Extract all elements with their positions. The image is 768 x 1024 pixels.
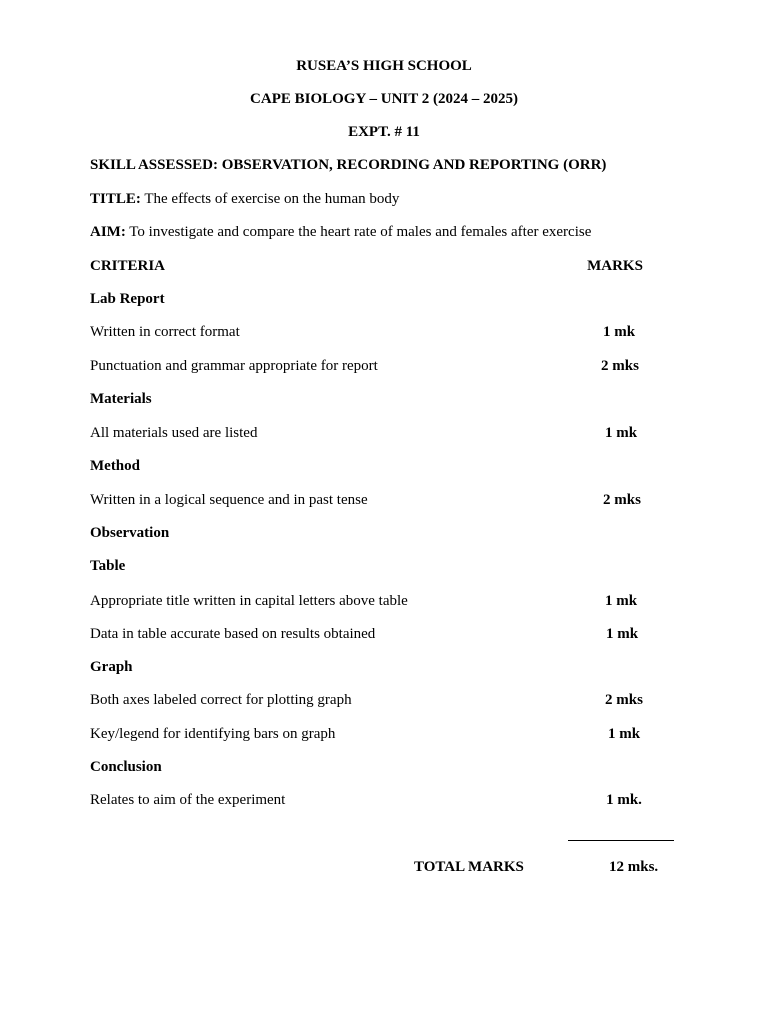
criterion-text: Data in table accurate based on results obtained xyxy=(90,626,376,642)
section-heading: Lab Report xyxy=(90,291,165,307)
criterion-mark: 1 mk xyxy=(604,425,638,441)
section-heading: Materials xyxy=(90,391,152,407)
criteria-column-header: CRITERIA xyxy=(90,258,166,274)
criterion-text: Written in correct format xyxy=(90,324,240,340)
section-heading: Graph xyxy=(90,659,133,675)
title-label: TITLE: xyxy=(90,191,141,207)
aim-text: To investigate and compare the heart rate of males and females after exercise xyxy=(125,224,592,240)
criterion-text: Both axes labeled correct for plotting graph xyxy=(90,692,352,708)
criterion-mark: 1 mk xyxy=(605,626,639,642)
course-title: CAPE BIOLOGY – UNIT 2 (2024 – 2025) xyxy=(250,91,518,107)
title-text: The effects of exercise on the human body xyxy=(140,191,400,207)
criterion-text: All materials used are listed xyxy=(90,425,258,441)
criterion-mark: 2 mks xyxy=(603,492,641,508)
skill-assessed: SKILL ASSESSED: OBSERVATION, RECORDING AND REPORTING (ORR) xyxy=(90,157,607,173)
marks-column-header: MARKS xyxy=(587,258,643,274)
total-marks-label: TOTAL MARKS xyxy=(414,859,524,875)
title-line xyxy=(90,190,399,208)
section-heading: Observation xyxy=(90,525,170,541)
aim-label: AIM: xyxy=(90,224,126,240)
total-marks-value: 12 mks. xyxy=(609,859,659,875)
section-heading: Table xyxy=(90,558,126,574)
section-heading: Conclusion xyxy=(90,759,162,775)
aim-line xyxy=(90,223,591,241)
criterion-mark: 1 mk xyxy=(604,593,638,609)
criterion-text: Relates to aim of the experiment xyxy=(90,792,286,808)
section-heading: Method xyxy=(90,458,140,474)
criterion-mark: 2 mks xyxy=(601,358,639,374)
criterion-mark: 1 mk. xyxy=(606,792,642,808)
school-name: RUSEA’S HIGH SCHOOL xyxy=(296,58,472,74)
criterion-mark: 2 mks xyxy=(605,692,643,708)
criterion-mark: 1 mk xyxy=(602,324,636,340)
criterion-text: Key/legend for identifying bars on graph xyxy=(90,726,336,742)
criterion-text: Appropriate title written in capital letters above table xyxy=(90,593,408,609)
criterion-text: Written in a logical sequence and in past tense xyxy=(90,492,368,508)
total-underline xyxy=(568,840,674,841)
experiment-number: EXPT. # 11 xyxy=(348,124,420,140)
criterion-text: Punctuation and grammar appropriate for report xyxy=(90,358,378,374)
criterion-mark: 1 mk xyxy=(607,726,641,742)
